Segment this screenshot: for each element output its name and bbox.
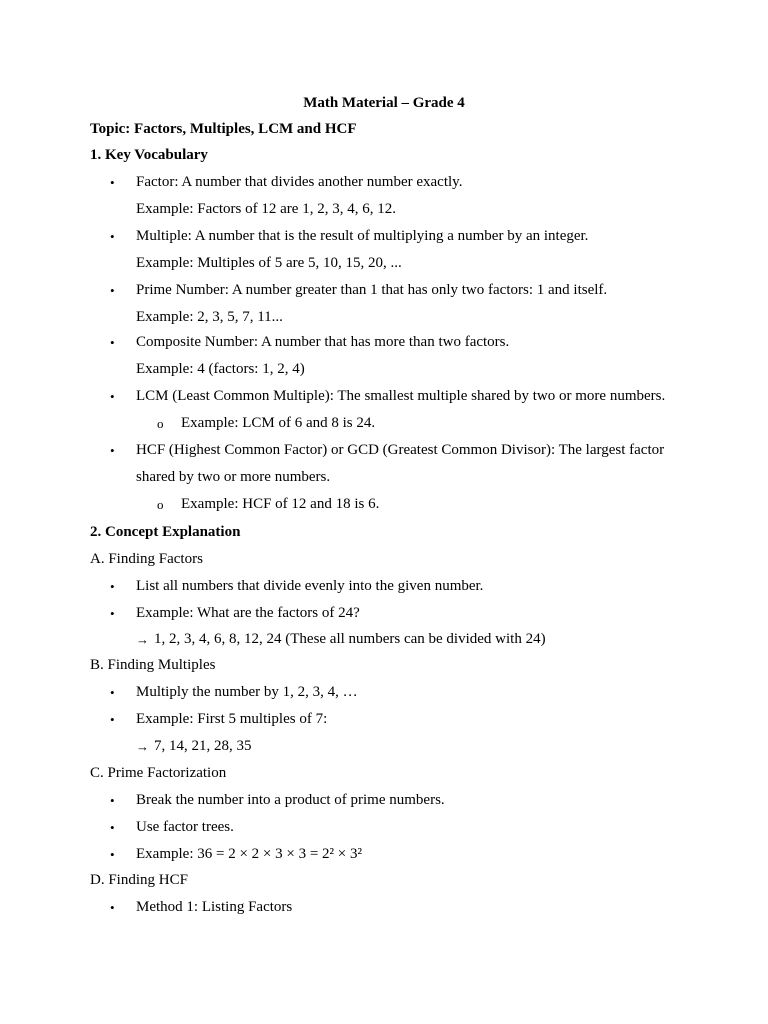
bullet-icon: • [110,820,115,835]
subsection-c-heading: C. Prime Factorization [90,765,227,781]
prime-factorization-example: Example: 36 = 2 × 2 × 3 × 3 = 2² × 3² [136,846,362,862]
factors-example: Example: What are the factors of 24? [136,605,360,621]
bullet-icon: • [110,900,115,915]
bullet-icon: • [110,443,115,458]
factors-step-1: List all numbers that divide evenly into the given number. [136,578,484,594]
prime-factorization-step-2: Use factor trees. [136,819,234,835]
bullet-icon: • [110,793,115,808]
page-title: Math Material – Grade 4 [303,95,465,111]
vocab-multiple-example: Example: Multiples of 5 are 5, 10, 15, 20, ... [136,255,402,271]
subsection-a-heading: A. Finding Factors [90,551,203,567]
bullet-icon: • [110,389,115,404]
vocab-composite-example: Example: 4 (factors: 1, 2, 4) [136,361,305,377]
bullet-icon: • [110,712,115,727]
multiples-example: Example: First 5 multiples of 7: [136,711,328,727]
section-2-heading: 2. Concept Explanation [90,524,241,540]
bullet-icon: • [110,606,115,621]
sub-bullet-icon: o [157,416,164,431]
multiples-answer: 7, 14, 21, 28, 35 [154,738,252,754]
vocab-factor: Factor: A number that divides another number exactly. [136,174,463,190]
prime-factorization-step-1: Break the number into a product of prime numbers. [136,792,445,808]
vocab-hcf-example: Example: HCF of 12 and 18 is 6. [181,496,380,512]
vocab-lcm-example: Example: LCM of 6 and 8 is 24. [181,415,376,431]
bullet-icon: • [110,335,115,350]
arrow-icon: → [136,739,149,754]
section-1-heading: 1. Key Vocabulary [90,147,208,163]
bullet-icon: • [110,175,115,190]
vocab-prime: Prime Number: A number greater than 1 that has only two factors: 1 and itself. [136,282,608,298]
vocab-hcf-continued: shared by two or more numbers. [136,469,331,485]
factors-answer: 1, 2, 3, 4, 6, 8, 12, 24 (These all numbers can be divided with 24) [154,631,546,647]
bullet-icon: • [110,579,115,594]
vocab-factor-example: Example: Factors of 12 are 1, 2, 3, 4, 6, 12. [136,201,396,217]
bullet-icon: • [110,847,115,862]
bullet-icon: • [110,229,115,244]
arrow-icon: → [136,632,149,647]
vocab-lcm: LCM (Least Common Multiple): The smallest multiple shared by two or more numbers. [136,388,666,404]
bullet-icon: • [110,685,115,700]
topic-heading: Topic: Factors, Multiples, LCM and HCF [90,121,357,137]
multiples-step-1: Multiply the number by 1, 2, 3, 4, … [136,684,358,700]
hcf-method-1: Method 1: Listing Factors [136,899,293,915]
vocab-prime-example: Example: 2, 3, 5, 7, 11... [136,309,283,325]
subsection-b-heading: B. Finding Multiples [90,657,216,673]
vocab-hcf: HCF (Highest Common Factor) or GCD (Greatest Common Divisor): The largest factor [136,442,665,458]
bullet-icon: • [110,283,115,298]
vocab-composite: Composite Number: A number that has more than two factors. [136,334,510,350]
vocab-multiple: Multiple: A number that is the result of multiplying a number by an integer. [136,228,589,244]
sub-bullet-icon: o [157,497,164,512]
subsection-d-heading: D. Finding HCF [90,872,188,888]
